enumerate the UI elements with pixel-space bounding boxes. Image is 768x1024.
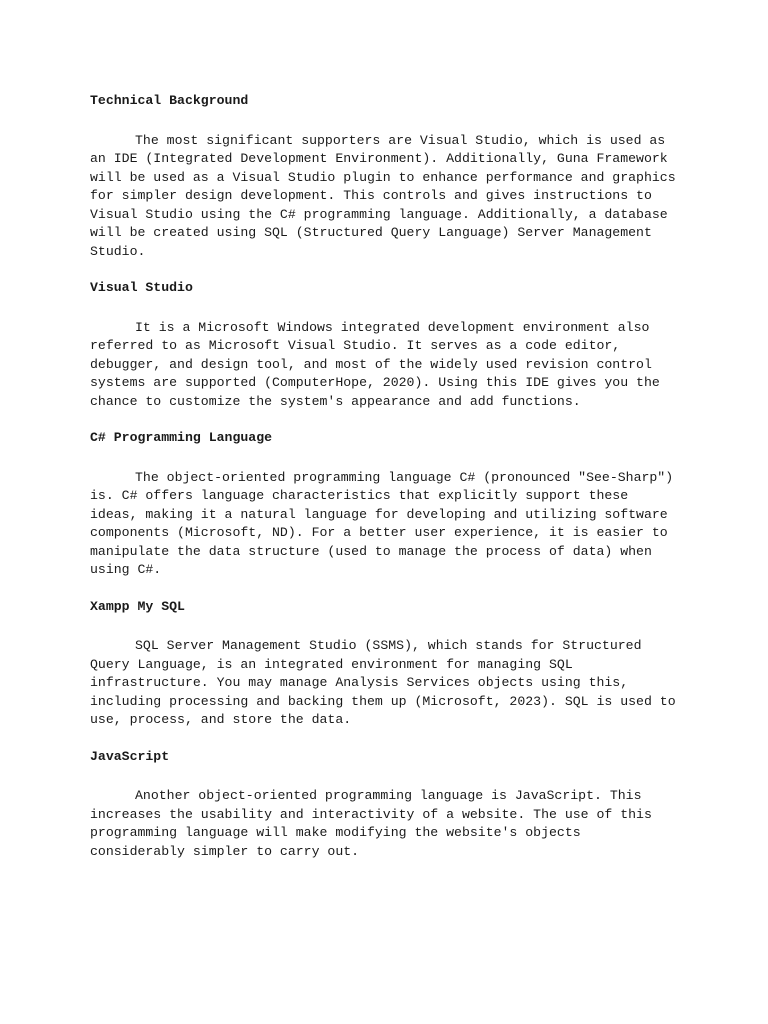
section-heading: Xampp My SQL [90,598,185,614]
section-javascript [90,748,680,862]
section-heading: C# Programming Language [90,430,273,445]
section-technical-background [90,92,680,279]
section-heading: JavaScript [90,748,170,764]
section-paragraph: It is a Microsoft Windows integrated development environment also referred to as Microsoft Visual Studio. It serves as a code editor, debugger, and design tool, and most of the widely used revision control systems are supported (ComputerHope, 2020). Using this IDE gives you the chance to customize the system's appearance and add functions. [90,319,660,409]
section-paragraph: The most significant supporters are Visual Studio, which is used as an IDE (Integrated Development Environment). Additionally, Guna Framework will be used as a Visual Studio plugin to enhance performance and graphics for simpler design development. This controls and gives instructions to Visual Studio using the C# programming language. Additionally, a database will be created using SQL (Structured Query Language) Server Management Studio. [90,132,676,259]
section-csharp [90,429,680,598]
section-paragraph: Another object-oriented programming language is JavaScript. This increases the usability and interactivity of a website. The use of this programming language will make modifying the website's objects considerably simpler to carry out. [90,788,652,859]
section-heading: Technical Background [90,93,249,108]
section-heading: Visual Studio [90,280,193,295]
section-paragraph: The object-oriented programming language C# (pronounced "See-Sharp") is. C# offers language characteristics that explicitly support these ideas, making it a natural language for developing and utilizing software components (Microsoft, ND). For a better user experience, it is easier to manipulate the data structure (used to manage the process of data) when using C#. [90,469,674,577]
document-content [90,92,680,861]
section-xampp-mysql [90,598,680,748]
section-visual-studio [90,279,680,429]
section-paragraph: SQL Server Management Studio (SSMS), which stands for Structured Query Language, is an integrated environment for managing SQL infrastructure. You may manage Analysis Services objects using this, including processing and backing them up (Microsoft, 2023). SQL is used to use, process, and store the data. [90,638,676,727]
